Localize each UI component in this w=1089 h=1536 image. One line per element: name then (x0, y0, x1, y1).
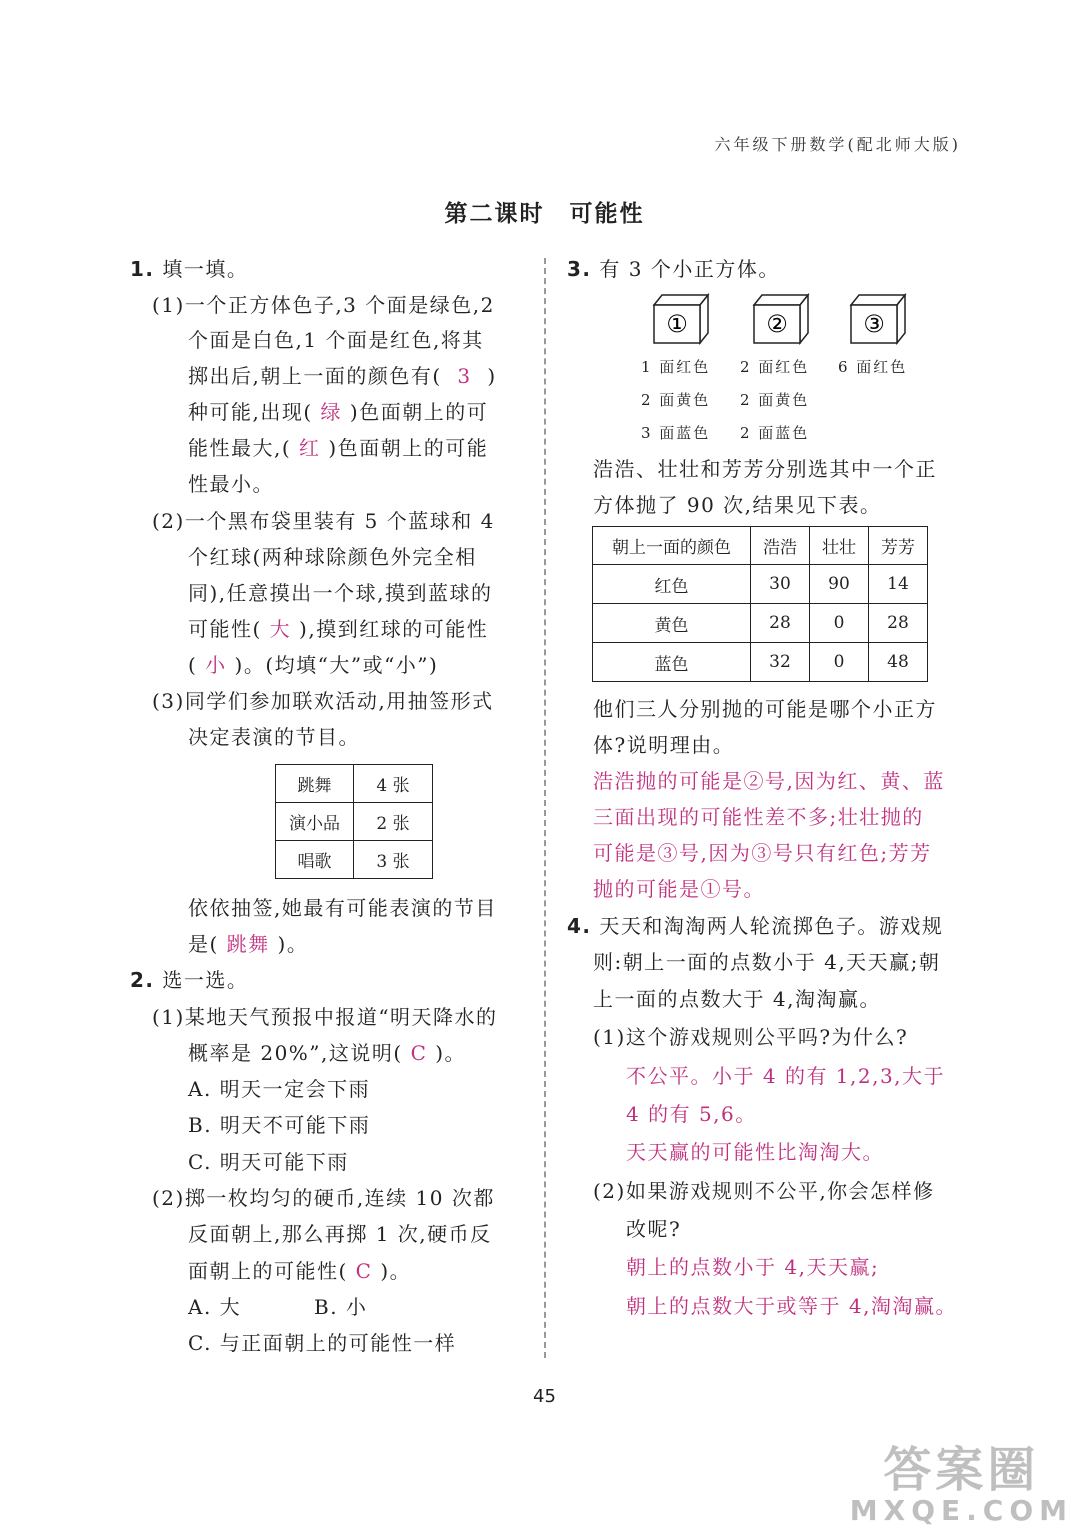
q4-line: 则:朝上一面的点数小于 4,天天赢;朝 (593, 950, 941, 974)
q4-answer-line: 朝上的点数大于或等于 4,淘淘赢。 (626, 1294, 957, 1318)
cube-face-label: 2 面红色 (740, 358, 810, 376)
table-cell: 4 张 (354, 765, 433, 803)
table-cell: 32 (751, 643, 810, 682)
answer: 大 (269, 617, 292, 641)
q1-p1-line: 种可能,出现( 绿 )色面朝上的可 (188, 400, 489, 424)
table-row (593, 643, 928, 682)
table-cell: 28 (751, 604, 810, 643)
q1-p1-line: 掷出后,朝上一面的颜色有( 3 ) (188, 364, 497, 388)
option: C. 明天可能下雨 (188, 1150, 349, 1174)
cube-face-label: 2 面黄色 (641, 391, 711, 409)
table-header-row (593, 527, 928, 565)
q1-p2-line: 同),任意摸出一个球,摸到蓝球的 (188, 581, 493, 605)
q1-p2-line: 可能性( 大 ),摸到红球的可能性 (188, 617, 489, 641)
answer: 小 (205, 653, 227, 677)
table-cell: 蓝色 (593, 643, 751, 682)
q1-p3-line: (3)同学们参加联欢活动,用抽签形式 (152, 689, 494, 713)
q1-p2-line: ( 小 )。(均填“大”或“小”) (188, 653, 439, 677)
table-cell: 3 张 (354, 841, 433, 879)
table-cell: 0 (810, 604, 869, 643)
q3-line: 浩浩、壮壮和芳芳分别选其中一个正 (593, 457, 937, 481)
answer: 绿 (320, 400, 343, 424)
table-cell: 28 (869, 604, 928, 643)
q1-heading: 1. 填一填。 (130, 257, 249, 281)
table-cell: 90 (810, 565, 869, 604)
q1-p3-line: 决定表演的节目。 (188, 725, 360, 749)
table-row (593, 604, 928, 643)
cube-face-label: 1 面红色 (641, 358, 711, 376)
watermark-logo: 答案圈 MXQE.COM (849, 1442, 1073, 1527)
table-row (276, 765, 433, 803)
table-header-cell: 浩浩 (751, 527, 810, 565)
q1-p1-line: 能性最大,( 红 )色面朝上的可能 (188, 436, 489, 460)
q3-answer-line: 浩浩抛的可能是②号,因为红、黄、蓝 (593, 769, 945, 793)
lottery-table (275, 764, 433, 879)
option: C. 与正面朝上的可能性一样 (188, 1331, 457, 1355)
results-table (592, 526, 928, 682)
table-cell: 0 (810, 643, 869, 682)
q1-p2-line: (2)一个黑布袋里装有 5 个蓝球和 4 (152, 509, 495, 533)
q2-heading: 2. 选一选。 (130, 968, 249, 992)
q4-part-1: (1)这个游戏规则公平吗?为什么? (593, 1025, 909, 1049)
table-row (276, 841, 433, 879)
table-row (276, 803, 433, 841)
table-cell: 14 (869, 565, 928, 604)
table-cell: 跳舞 (276, 765, 354, 803)
table-row (593, 565, 928, 604)
cube-1-icon (652, 293, 710, 345)
cube-label: ③ (863, 310, 885, 338)
q2-p1-line: (1)某地天气预报中报道“明天降水的 (152, 1005, 498, 1029)
q1-p3-line: 依依抽签,她最有可能表演的节目 (188, 896, 497, 920)
q3-line: 方体抛了 90 次,结果见下表。 (593, 493, 882, 517)
cube-face-label: 2 面黄色 (740, 391, 810, 409)
answer: C (355, 1259, 373, 1283)
q4-part-2: 改呢? (626, 1217, 682, 1241)
q3-answer-line: 抛的可能是①号。 (593, 877, 765, 901)
answer: C (410, 1041, 428, 1065)
q3-line: 他们三人分别抛的可能是哪个小正方 (593, 697, 937, 721)
q3-heading: 3. 有 3 个小正方体。 (567, 257, 780, 281)
cube-label: ② (766, 310, 788, 338)
option: B. 明天不可能下雨 (188, 1113, 371, 1137)
page-number: 45 (533, 1386, 556, 1407)
table-header-cell: 芳芳 (869, 527, 928, 565)
cube-face-label: 3 面蓝色 (641, 424, 711, 442)
column-divider (544, 258, 546, 1358)
q4-answer-line: 4 的有 5,6。 (626, 1102, 757, 1126)
table-header-cell: 壮壮 (810, 527, 869, 565)
table-cell: 唱歌 (276, 841, 354, 879)
table-cell: 2 张 (354, 803, 433, 841)
q4-part-2: (2)如果游戏规则不公平,你会怎样修 (593, 1179, 935, 1203)
cube-2-icon (752, 293, 810, 345)
q1-p1-line: 性最小。 (188, 472, 274, 496)
answer: 3 (457, 364, 472, 388)
q2-p2-line: (2)掷一枚均匀的硬币,连续 10 次都 (152, 1186, 495, 1210)
cube-label: ① (666, 310, 688, 338)
lesson-title: 第二课时 可能性 (444, 201, 645, 227)
cube-3-icon (849, 293, 907, 345)
q1-p3-line: 是( 跳舞 )。 (188, 932, 309, 956)
option: A. 明天一定会下雨 (188, 1077, 371, 1101)
q2-p1-line: 概率是 20%”,这说明( C )。 (188, 1041, 467, 1065)
q4-answer-line: 天天赢的可能性比淘淘大。 (626, 1140, 884, 1164)
q3-answer-line: 三面出现的可能性差不多;壮壮抛的 (593, 805, 924, 829)
table-cell: 黄色 (593, 604, 751, 643)
q1-p1-line: 个面是白色,1 个面是红色,将其 (188, 328, 484, 352)
q4-answer-line: 不公平。小于 4 的有 1,2,3,大于 (626, 1064, 946, 1088)
q2-p2-line: 面朝上的可能性( C )。 (188, 1259, 412, 1283)
running-header: 六年级下册数学(配北师大版) (714, 135, 961, 154)
table-cell: 演小品 (276, 803, 354, 841)
cube-face-label: 2 面蓝色 (740, 424, 810, 442)
table-cell: 30 (751, 565, 810, 604)
q4-answer-line: 朝上的点数小于 4,天天赢; (626, 1255, 880, 1279)
answer: 红 (299, 436, 321, 460)
cube-face-label: 6 面红色 (838, 358, 908, 376)
answer: 跳舞 (226, 932, 270, 956)
table-cell: 红色 (593, 565, 751, 604)
q4-line: 上一面的点数大于 4,淘淘赢。 (593, 987, 881, 1011)
q1-p2-line: 个红球(两种球除颜色外完全相 (188, 545, 477, 569)
q3-answer-line: 可能是③号,因为③号只有红色;芳芳 (593, 841, 932, 865)
q1-p1-line: (1)一个正方体色子,3 个面是绿色,2 (152, 293, 495, 317)
option: B. 小 (314, 1295, 368, 1319)
q4-line: 4. 天天和淘淘两人轮流掷色子。游戏规 (567, 914, 944, 938)
table-header-cell: 朝上一面的颜色 (593, 527, 751, 565)
q3-line: 体?说明理由。 (593, 733, 735, 757)
table-cell: 48 (869, 643, 928, 682)
q2-p2-line: 反面朝上,那么再掷 1 次,硬币反 (188, 1222, 492, 1246)
option: A. 大 (188, 1295, 242, 1319)
